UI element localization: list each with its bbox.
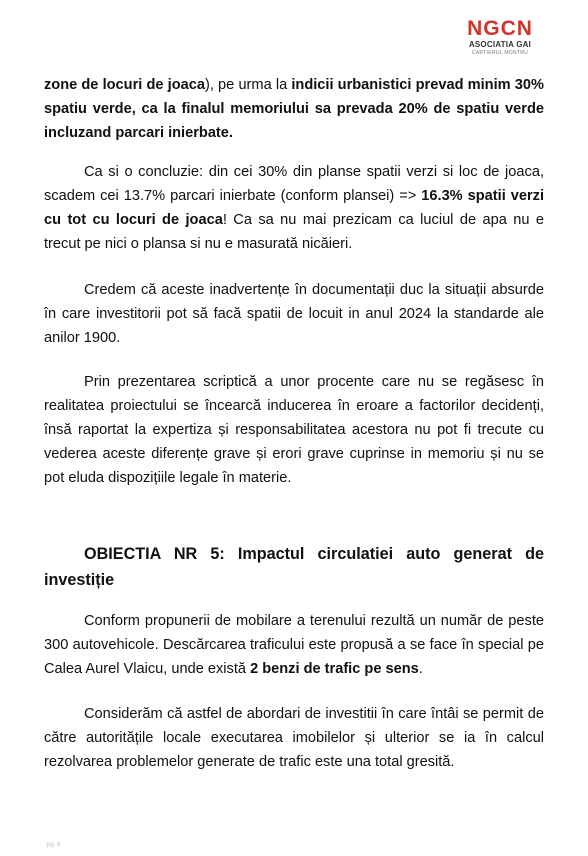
paragraph-investment-approach	[44, 702, 544, 774]
paragraph-inadvertences	[44, 278, 544, 350]
paragraph-misleading-percentages	[44, 370, 544, 490]
bold-traffic-lanes: 2 benzi de trafic pe sens	[250, 661, 419, 677]
logo-mark: NGCN	[467, 17, 533, 40]
text-segment: ! Ca sa nu mai prezicam ca luciul de apa nu e trecut pe nici o plansa si nu e masurată nicăieri.	[44, 212, 544, 252]
page-number: pg. 8	[47, 842, 61, 848]
paragraph-text: Considerăm că astfel de abordari de investitii în care întâi se permit de către autoritățile locale executarea imobilelor și ulterior se ia în calcul rezolvarea problemelor generate de trafic este una total gresită.	[44, 706, 544, 770]
bold-play-areas: zone de locuri de joaca	[44, 77, 205, 93]
paragraph-traffic-discharge	[44, 609, 544, 681]
bold-green-space-result: 16.3% spatii verzi cu tot cu locuri de joaca	[44, 188, 544, 228]
logo-neighborhood-name: CARTIERUL MONTRU	[471, 50, 529, 56]
paragraph-text: Credem că aceste inadvertențe în documentații duc la situații absurde în care investitorii pot să facă spatii de locuit in anul 2024 la standarde ale anilor 1900.	[44, 282, 544, 346]
section-heading-objection-5: OBIECTIA NR 5: Impactul circulatiei auto generat de investiție	[44, 545, 544, 589]
paragraph-green-space-intro	[44, 73, 544, 145]
association-logo	[440, 18, 560, 74]
text-segment: .	[418, 661, 423, 677]
logo-association-name: ASOCIATIA GAI	[468, 40, 532, 49]
bold-urban-indices: indicii urbanistici prevad minim 30% spatiu verde, ca la finalul memoriului sa prevada 20% de spatiu verde incluzand parcari inierbate.	[44, 77, 544, 141]
text-segment: Conform propunerii de mobilare a terenului rezultă un număr de peste 300 autovehicole. Descărcarea traficului este propusă a se face în special pe Calea Aurel Vlaicu, unde există	[44, 613, 544, 677]
paragraph-conclusion	[44, 160, 544, 256]
text-segment: ), pe urma la	[204, 77, 292, 93]
text-segment: Ca si o concluzie: din cei 30% din planse spatii verzi si loc de joaca, scadem cei 13.7% parcari inierbate (conform plansei) =>	[44, 164, 544, 204]
paragraph-text: Prin prezentarea scriptică a unor procente care nu se regăsesc în realitatea proiectului se încearcă inducerea în eroare a factorilor decidenți, însă raportat la expertiza și responsabilitatea acestora nu pot fi trecute cu vederea aceste diferențe grave și erori grave cuprinse in memoriu și nu se pot eluda dispozițiile legale în materie.	[44, 374, 544, 486]
